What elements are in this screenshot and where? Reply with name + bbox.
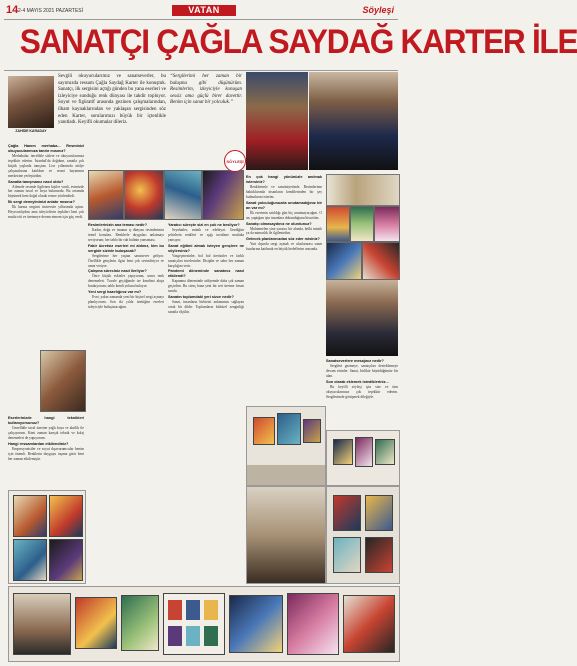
gallery-photo-2 xyxy=(326,430,400,486)
interview-stamp: SÖYLEŞİ xyxy=(224,150,246,172)
answer: Evet, yakın zamanda yeni bir kişisel sergi açmayı planlıyorum. Son iki yılda ürettiğim eserleri izleyiciyle buluşturacağım. xyxy=(88,295,164,309)
painting-thumb-11 xyxy=(362,242,400,280)
question: Son olarak eklemek istedikleriniz... xyxy=(326,379,389,384)
page-header xyxy=(4,3,398,20)
answer: Genellikle tuval üzerine yağlı boya ve akrilik ile çalışıyorum. Kimi zaman karışık teknik ve kolaj denemeleri de yapıyorum. xyxy=(8,426,84,440)
answer: Sanat, insanların birbirini anlamasını sağlayan ortak bir dildir. Toplumların kültürel zenginliği sanatla ölçülür. xyxy=(168,300,244,314)
artist-photo-1 xyxy=(246,72,308,170)
question: Sanatın toplumdaki yeri sizce nedir? xyxy=(168,295,234,300)
artist-photo-3 xyxy=(326,280,398,356)
byline: ZAHİDE KARADAY xyxy=(15,129,47,133)
question: Yeni sergi hazırlığınız var mı? xyxy=(88,290,142,295)
article-col-left xyxy=(8,143,84,348)
answer: Bu keyifli söyleşi için size ve tüm okuyucularınıza çok teşekkür ederim. Sergilerimde görüşmek dileğiyle. xyxy=(326,384,398,399)
newspaper-logo: VATAN xyxy=(172,5,236,16)
article-col-middle xyxy=(88,222,164,582)
interviewer-photo xyxy=(8,76,54,128)
answer: Önce küçük eskizler yapıyorum, sonra renk denemeleri. Tuvale geçtiğimde ise kendimi akışa bırakıyorum; tablo kendi yolunu buluyor. xyxy=(88,274,164,289)
question: Pandemi döneminde sanatınız nasıl etkilendi? xyxy=(168,269,244,279)
answer: Vazgeçmesinler, bol bol üretsinler ve farklı sanatçıları incelesinler. Disiplin ve sabır her zaman karşılığını verir. xyxy=(168,253,244,268)
painting-thumb-3 xyxy=(124,170,164,220)
gallery-photo-1 xyxy=(246,406,326,486)
gallery-strip xyxy=(8,586,400,662)
article-col-right xyxy=(246,174,322,404)
answer: Kadın, doğa ve insanın iç dünyası resimlerimin temel konuları. Renklerle duyguları anlatmayı seviyorum; her tablo bir ruh halinin yansıması. xyxy=(88,228,164,242)
answer: Muhtemelen yine yaratıcı bir alanda, belki müzik ya da mimarlık ile ilgilenirdim. xyxy=(246,226,322,236)
answer: Ailemde resimle ilgilenen kişiler vardı, evimizde her zaman tuval ve boya bulunurdu. Bu ortamda büyümek beni doğal olarak resme yönlendirdi. xyxy=(8,184,84,199)
question: Eserlerinizde hangi teknikleri kullanıyorsunuz? xyxy=(8,416,84,425)
painting-thumb-4 xyxy=(164,170,202,220)
painting-thumb-2 xyxy=(88,170,124,220)
pullquote: “Sergilerimi her zaman bir buluşma gibi düşünürüm. Resimlerim, izleyiciyle konuşan sessiz ama güçlü birer davettir. Benim için sanat bir yolculuk.” xyxy=(170,74,242,106)
artist-photo-2 xyxy=(309,72,398,170)
gallery-photo-3 xyxy=(246,486,326,584)
issue-date: 2-4 MAYIS 2021 PAZARTESİ xyxy=(18,8,84,14)
question: İlk sergi deneyiminizi anlatır mısınız? xyxy=(8,200,75,205)
question: Çalışma süreciniz nasıl ilerliyor? xyxy=(88,269,147,274)
section-label: Söyleşi xyxy=(362,5,394,15)
gallery-photo-4 xyxy=(326,486,400,584)
answer: İlk karma sergimi üniversite yıllarımda açtım. Heyecanlıydım ama izleyicilerin tepkileri beni çok mutlu etti ve üretmeye devam etmem için güç verdi. xyxy=(8,205,84,220)
painting-thumb-9 xyxy=(374,206,400,242)
headline-divider xyxy=(4,70,398,71)
answer: Renklerimle ve samimiyetimle. Resimlerime baktıklarında insanların kendilerinden bir şey bulmalarını isterim. xyxy=(246,185,322,199)
answer: Kapanma döneminde atölyemde daha çok zaman geçirdim. Bu süreç bana yeni bir seri üretme fırsatı sundu. xyxy=(168,279,244,294)
question: Resimlerinizin ana teması nedir? xyxy=(88,223,148,227)
painting-thumb-6 xyxy=(326,174,400,206)
question: Sanat yolculuğunuzda unutamadığınız bir an var mı? xyxy=(246,200,322,210)
painting-thumb-1 xyxy=(40,350,86,412)
question: Hangi ressamlardan etkilendiniz? xyxy=(8,441,69,446)
article-col-right-lower xyxy=(326,358,398,428)
page-number: 14 xyxy=(6,4,19,16)
painting-thumb-10 xyxy=(326,242,362,280)
painting-thumb-5 xyxy=(202,170,244,220)
answer: Merhabalar, öncelikle sizlere ve okuyucularınıza teşekkür ederim. İstanbul'da doğdum, sanatla çok küçük yaşlarda tanıştım. Lise yıllarımda atölye çalışmalarına katıldım ve resmi hayatımın merkezine yerleştirdim. xyxy=(8,154,84,178)
question: Yaratıcı süreçte sizi en çok ne besliyor? xyxy=(168,223,240,227)
question: Gelecek planlarınızdan söz eder misiniz? xyxy=(246,237,320,242)
question: Sanatseverlere mesajınız nedir? xyxy=(326,359,384,363)
answer: İlk eserimin satıldığı gün hiç unutmayacağım. O an, yaptığım işin insanlara dokunduğunu hissettim. xyxy=(246,210,322,220)
article-col-center xyxy=(168,222,244,582)
question: Sanatla tanışmanız nasıl oldu? xyxy=(8,179,64,184)
painting-grid xyxy=(8,490,86,584)
painting-thumb-7 xyxy=(326,206,350,242)
question: En çok hangi yönünüzle anılmak istersiniz? xyxy=(246,175,322,184)
question: Sanatçı olmasaydınız ne olurdunuz? xyxy=(246,221,312,226)
painting-thumb-8 xyxy=(350,206,374,242)
answer: Empresyonistler ve soyut dışavurumcular benim için önemli. Renklerin duyguyu taşıma gücü beni her zaman etkilemiştir. xyxy=(8,446,84,461)
answer: Sergilerime her yaştan sanatsever geliyor. Özellikle gençlerin ilgisi beni çok sevindiriyor ve umut veriyor. xyxy=(88,253,164,268)
question: Çağla Hanım merhaba... Resminizi okuyucularımıza tanıtır mısınız? xyxy=(8,144,84,153)
main-headline: SANATÇI ÇAĞLA SAYDAĞ KARTER İLE xyxy=(19,23,577,61)
intro-text: Sevgili okuyucularımız ve sanatseverler, bu sayımızda ressam Çağla Saydağ Karter ile konuştuk. Sanatçı, ilk sergisini açtığı günden bu yana eserleri ve izleyiciye sunduğu renk dünyası ile takdir topluyor. Soyut ve figüratif arasında gezinen çalışmalarından, ilham kaynaklarından ve yaklaşan sergisinden söz eden Karter, sorularımızı büyük bir içtenlikle yanıtladı. Keyifli okumalar dileriz. xyxy=(58,74,166,126)
question: Sanat eğitimi almak isteyen gençlere ne söylersiniz? xyxy=(168,243,244,253)
answer: Seyahatler, müzik ve edebiyat. Gezdiğim şehirlerin renkleri ve ışığı tuvalime mutlaka yansıyor. xyxy=(168,228,244,242)
question: Fakir ücretsiz eserleri mi aldınız, kim bu sergide sizinle buluşacak? xyxy=(88,243,164,253)
answer: Sergileri gezmeye, sanatçıları desteklemeye devam etsinler. Sanat, birlikte büyüdüğümüz bir alan. xyxy=(326,364,398,378)
article-col-left-lower xyxy=(8,415,84,487)
answer: Yurt dışında sergi açmak ve uluslararası sanat fuarlarına katılmak en büyük hedeflerim arasında. xyxy=(246,242,322,252)
